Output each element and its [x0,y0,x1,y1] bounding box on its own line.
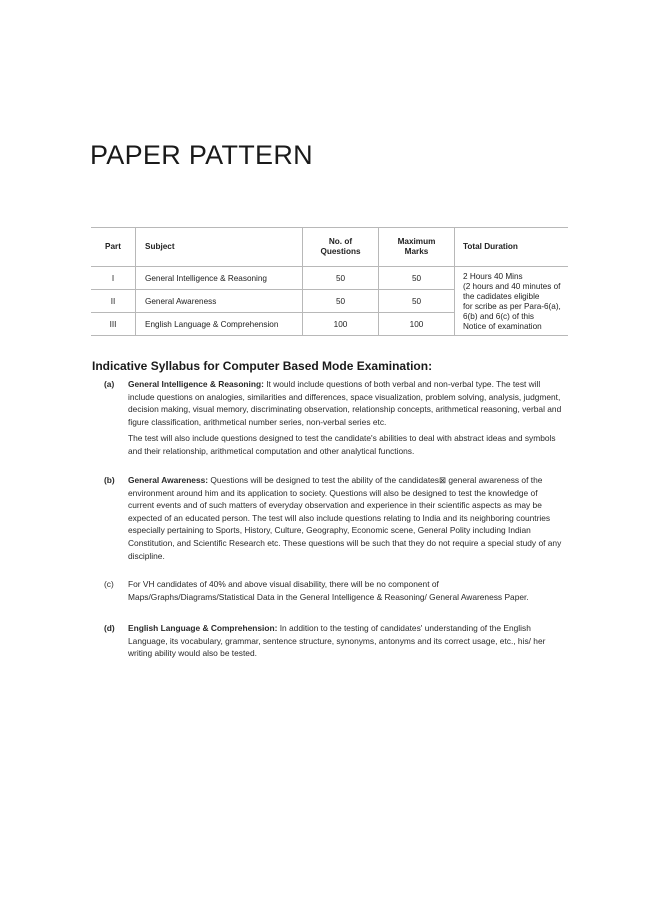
paper-pattern-table [91,227,568,336]
duration-line: 2 Hours 40 Mins [463,272,523,281]
section-title: English Language & Comprehension: [128,623,278,633]
section-label: (c) [104,579,114,589]
cell-subject: English Language & Comprehension [136,313,303,336]
header-marks-line1: Maximum [397,236,436,246]
header-subject: Subject [136,228,303,267]
syllabus-section-d [104,622,564,660]
cell-marks: 50 [379,267,455,290]
section-text-2: The test will also include questions designed to test the candidate's abilities to deal with abstract ideas and symbols and their relationship, arithmetical computation and other analytical functions. [128,433,556,456]
header-duration: Total Duration [455,228,569,267]
cell-questions: 50 [303,267,379,290]
duration-line: 6(b) and 6(c) of this [463,312,534,321]
section-text [128,622,564,660]
syllabus-section-b [104,474,564,562]
header-questions-line1: No. of [328,236,353,246]
header-part: Part [91,228,136,267]
header-marks-line2: Marks [404,247,429,256]
section-body: In addition to the testing of candidates' understanding of the English Language, its vocabulary, grammar, sentence structure, synonyms, antonyms and its correct usage, etc., his/ her writing ability would also be tested. [128,623,546,659]
syllabus-section-c [104,578,564,603]
section-body: Questions will be designed to test the ability of the candidates⊠ general awareness of the environment around him and its application to society. Questions will also be designed to test the knowledge of current events and of such matters of everyday observation and experience in their scientific aspects as may be expected of an educated person. The test will also include questions relating to India and its neighboring countries especially pertaining to Sports, History, Culture, Geography, Economic scene, General Polity including Indian Constitution, and Scientific Research etc. These questions will be such that they do not require a special study of any discipline. [128,475,562,561]
cell-marks: 100 [379,313,455,336]
duration-line: the cadidates eligible [463,292,540,301]
cell-subject: General Intelligence & Reasoning [136,267,303,290]
cell-questions: 100 [303,313,379,336]
duration-line: for scribe as per Para-6(a), [463,302,561,311]
duration-line: (2 hours and 40 minutes of [463,282,561,291]
section-body: It would include questions of both verbal and non-verbal type. The test will include questions on analogies, similarities and differences, space visualization, problem solving, analysis, judgment, decision making, visual memory, discriminating observation, relationship concepts, arithmetical reasoning, verbal and figure classification, arithmetical number series, non-verbal series etc. [128,379,562,427]
cell-part: III [91,313,136,336]
cell-subject: General Awareness [136,290,303,313]
section-label: (d) [104,623,115,633]
cell-part: II [91,290,136,313]
cell-questions: 50 [303,290,379,313]
cell-duration [455,267,569,336]
header-questions [303,228,379,267]
header-questions-line2: Questions [320,247,361,256]
syllabus-heading: Indicative Syllabus for Computer Based Mode Examination: [92,359,433,373]
cell-marks: 50 [379,290,455,313]
table-row [91,267,568,290]
section-label: (a) [104,379,115,389]
section-title: General Intelligence & Reasoning: [128,379,264,389]
table-header-row [91,228,568,267]
section-title: General Awareness: [128,475,209,485]
cell-part: I [91,267,136,290]
section-text [128,378,564,428]
section-text [128,474,564,562]
section-body: For VH candidates of 40% and above visual disability, there will be no component of Maps/Graphs/Diagrams/Statistical Data in the General Intelligence & Reasoning/ General Awareness Paper. [128,579,529,602]
header-marks [379,228,455,267]
section-label: (b) [104,475,115,485]
page-title: PAPER PATTERN [90,140,313,170]
duration-line: Notice of examination [463,322,542,331]
syllabus-section-a [104,378,564,458]
